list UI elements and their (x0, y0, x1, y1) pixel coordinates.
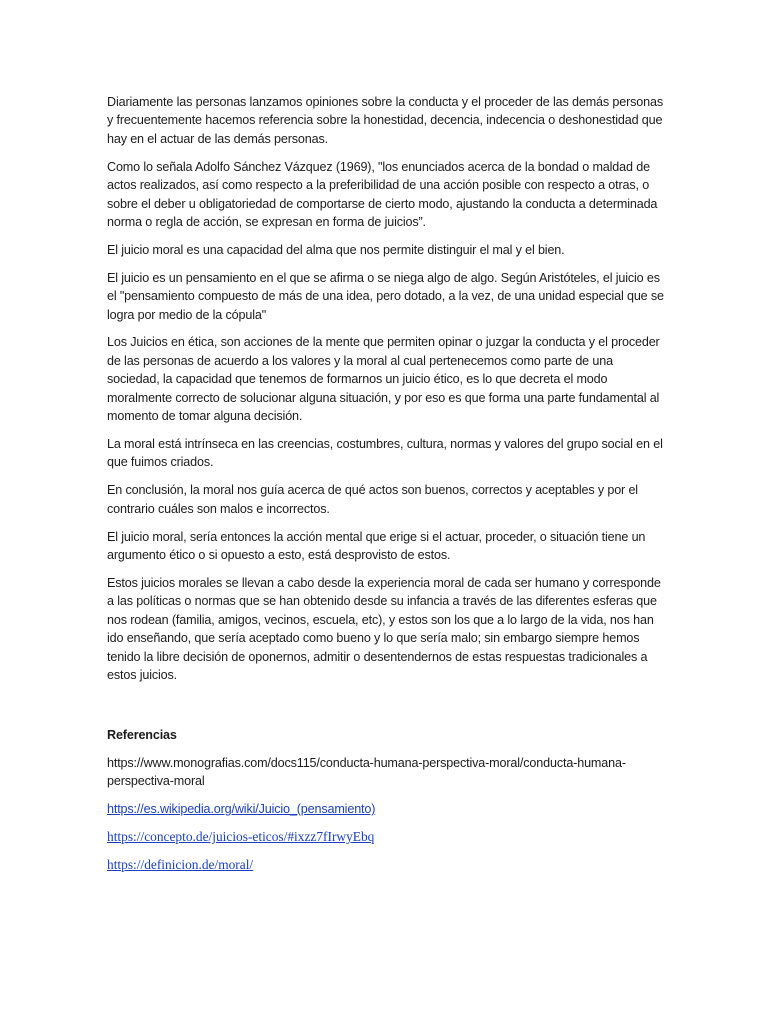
paragraph-5: Los Juicios en ética, son acciones de la mente que permiten opinar o juzgar la conducta y el proceder de las personas de acuerdo a los valores y la moral al cual pertenecemos como parte de una sociedad, la capacidad que tenemos de formarnos un juicio ético, es lo que decreta el modo moralmente correcto de solucionar alguna situación, y por eso es que forma una parte fundamental al momento de tomar alguna decisión. (107, 335, 660, 424)
paragraph-3: El juicio moral es una capacidad del alma que nos permite distinguir el mal y el bien. (107, 242, 565, 257)
reference-link-wikipedia[interactable]: https://es.wikipedia.org/wiki/Juicio_(pensamiento) (107, 802, 376, 817)
paragraph-4: El juicio es un pensamiento en el que se afirma o se niega algo de algo. Según Aristóteles, el juicio es el "pensamiento compuesto de más de una idea, pero dotado, a la vez, de una unidad especial que se logra por medio de la cópula" (107, 270, 664, 322)
reference-monografias: https://www.monografias.com/docs115/conducta-humana-perspectiva-moral/conducta-humana-perspectiva-moral (107, 755, 626, 789)
reference-link-concepto[interactable]: https://concepto.de/juicios-eticos/#ixzz7fIrwyEbq (107, 829, 375, 844)
paragraph-6: La moral está intrínseca en las creencias, costumbres, cultura, normas y valores del grupo social en el que fuimos criados. (107, 437, 663, 470)
paragraph-2: Como lo señala Adolfo Sánchez Vázquez (1969), "los enunciados acerca de la bondad o maldad de actos realizados, así como respecto a la preferibilidad de una acción posible con respecto a otras, o sobre el deber u obligatoriedad de comportarse de cierto modo, ajustando la conducta a determinada norma o regla de acción, se expresan en forma de juicios”. (107, 159, 658, 229)
document-body (107, 93, 667, 884)
paragraph-9: Estos juicios morales se llevan a cabo desde la experiencia moral de cada ser humano y corresponde a las políticas o normas que se han obtenido desde su infancia a través de las diferentes esferas que nos rodean (familia, amigos, vecinos, escuela, etc), y estos son los que a lo largo de la vida, nos han ido enseñando, que sería aceptado como bueno y lo que sería malo; sin embargo siempre hemos tenido la libre decisión de oponernos, admitir o desentendernos de estas respuestas tradicionales a estos juicios. (107, 575, 661, 682)
paragraph-8: El juicio moral, sería entonces la acción mental que erige si el actuar, proceder, o situación tiene un argumento ético o si opuesto a esto, está desprovisto de estos. (107, 529, 646, 563)
paragraph-7: En conclusión, la moral nos guía acerca de qué actos son buenos, correctos y aceptables y por el contrario cuáles son malos e incorrectos. (107, 483, 638, 516)
reference-link-definicion[interactable]: https://definicion.de/moral/ (107, 856, 254, 872)
section-spacer (107, 694, 667, 726)
paragraph-1: Diariamente las personas lanzamos opiniones sobre la conducta y el proceder de las demás personas y frecuentemente hacemos referencia sobre la honestidad, decencia, indecencia o deshonestidad que hay en el actuar de las demás personas. (107, 95, 663, 146)
references-heading: Referencias (107, 727, 177, 742)
